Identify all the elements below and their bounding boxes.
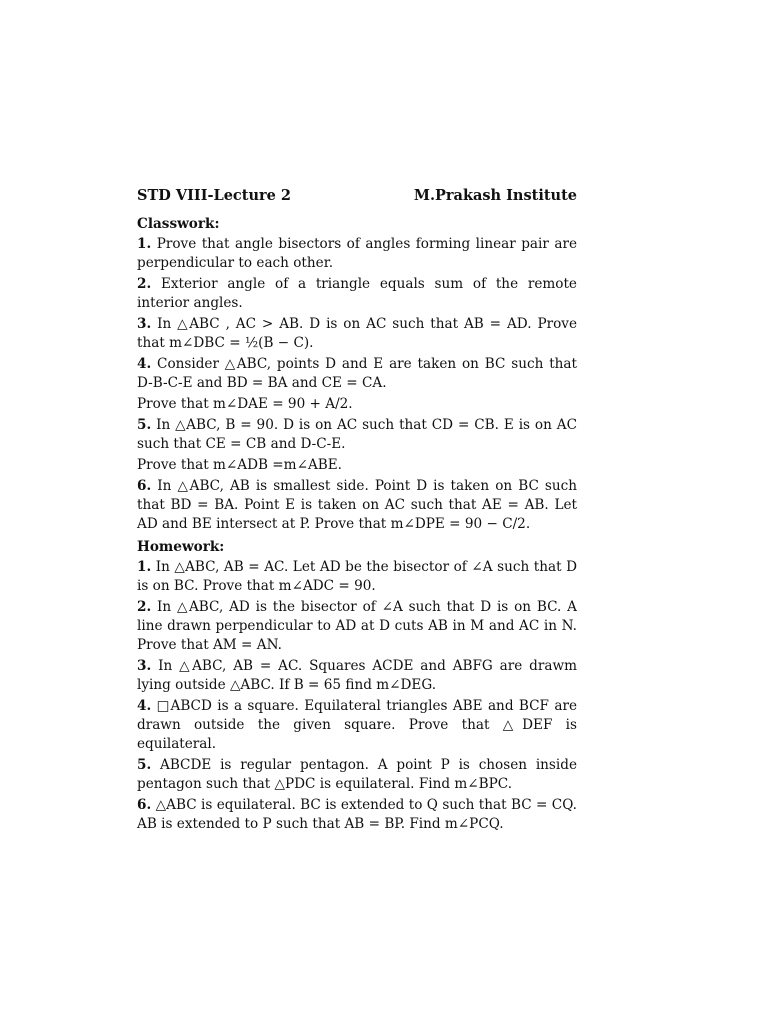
problem-text: In △ABC, AB is smallest side. Point D is taken on BC such that BD = BA. Point E is taken on AC such that AE = AB. Let AD and BE intersect at P. Prove that m∠DPE = 90 − C/2.	[137, 478, 577, 532]
problem-extra: Prove that m∠DAE = 90 + A/2.	[137, 396, 353, 412]
problem-number: 3.	[137, 658, 152, 674]
problem-text: In △ABC , AC > AB. D is on AC such that AB = AD. Prove that m∠DBC = ½(B − C).	[137, 316, 577, 351]
problem-item	[137, 756, 577, 794]
document-page	[137, 186, 577, 836]
classwork-heading: Classwork:	[137, 216, 220, 232]
problem-number: 1.	[137, 236, 152, 252]
problem-text: △ABC is equilateral. BC is extended to Q such that BC = CQ. AB is extended to P such that AB = BP. Find m∠PCQ.	[137, 797, 577, 832]
problem-item	[137, 275, 577, 313]
problem-text: Exterior angle of a triangle equals sum of the remote interior angles.	[137, 276, 577, 311]
problem-text: In △ABC, AB = AC. Squares ACDE and ABFG are drawm lying outside △ABC. If B = 65 find m∠DEG.	[137, 658, 577, 693]
problem-item	[137, 355, 577, 393]
homework-heading: Homework:	[137, 539, 225, 555]
problem-number: 6.	[137, 478, 152, 494]
problem-text: In △ABC, B = 90. D is on AC such that CD = CB. E is on AC such that CE = CB and D-C-E.	[137, 417, 577, 452]
problem-extra: Prove that m∠ADB =m∠ABE.	[137, 457, 343, 473]
problem-text: □ABCD is a square. Equilateral triangles ABE and BCF are drawn outside the given square. Prove that △DEF is equilateral.	[137, 698, 578, 752]
problem-number: 2.	[137, 599, 152, 615]
problem-number: 5.	[137, 417, 152, 433]
classwork-list	[137, 235, 577, 534]
problem-text: ABCDE is regular pentagon. A point P is chosen inside pentagon such that △PDC is equilateral. Find m∠BPC.	[137, 757, 577, 792]
problem-item	[137, 697, 577, 754]
homework-list	[137, 558, 577, 834]
problem-text: In △ABC, AD is the bisector of ∠A such that D is on BC. A line drawn perpendicular to AD at D cuts AB in M and AC in N. Prove that AM = AN.	[137, 599, 578, 653]
problem-number: 5.	[137, 757, 152, 773]
problem-number: 1.	[137, 559, 152, 575]
problem-item	[137, 416, 577, 454]
problem-item	[137, 558, 577, 596]
problem-text: Consider △ABC, points D and E are taken on BC such that D-B-C-E and BD = BA and CE = CA.	[137, 356, 577, 391]
problem-item	[137, 235, 577, 273]
problem-item	[137, 315, 577, 353]
problem-item	[137, 598, 577, 655]
problem-number: 2.	[137, 276, 152, 292]
problem-item	[137, 657, 577, 695]
problem-number: 4.	[137, 356, 152, 372]
page-header	[137, 186, 577, 205]
course-title: STD VIII-Lecture 2	[137, 187, 291, 204]
problem-number: 3.	[137, 316, 152, 332]
problem-item	[137, 796, 577, 834]
problem-text: Prove that angle bisectors of angles forming linear pair are perpendicular to each other.	[137, 236, 578, 271]
problem-text: In △ABC, AB = AC. Let AD be the bisector of ∠A such that D is on BC. Prove that m∠ADC = 90.	[137, 559, 577, 594]
institute-name: M.Prakash Institute	[413, 187, 577, 204]
problem-number: 6.	[137, 797, 152, 813]
problem-number: 4.	[137, 698, 152, 714]
problem-item	[137, 477, 577, 534]
